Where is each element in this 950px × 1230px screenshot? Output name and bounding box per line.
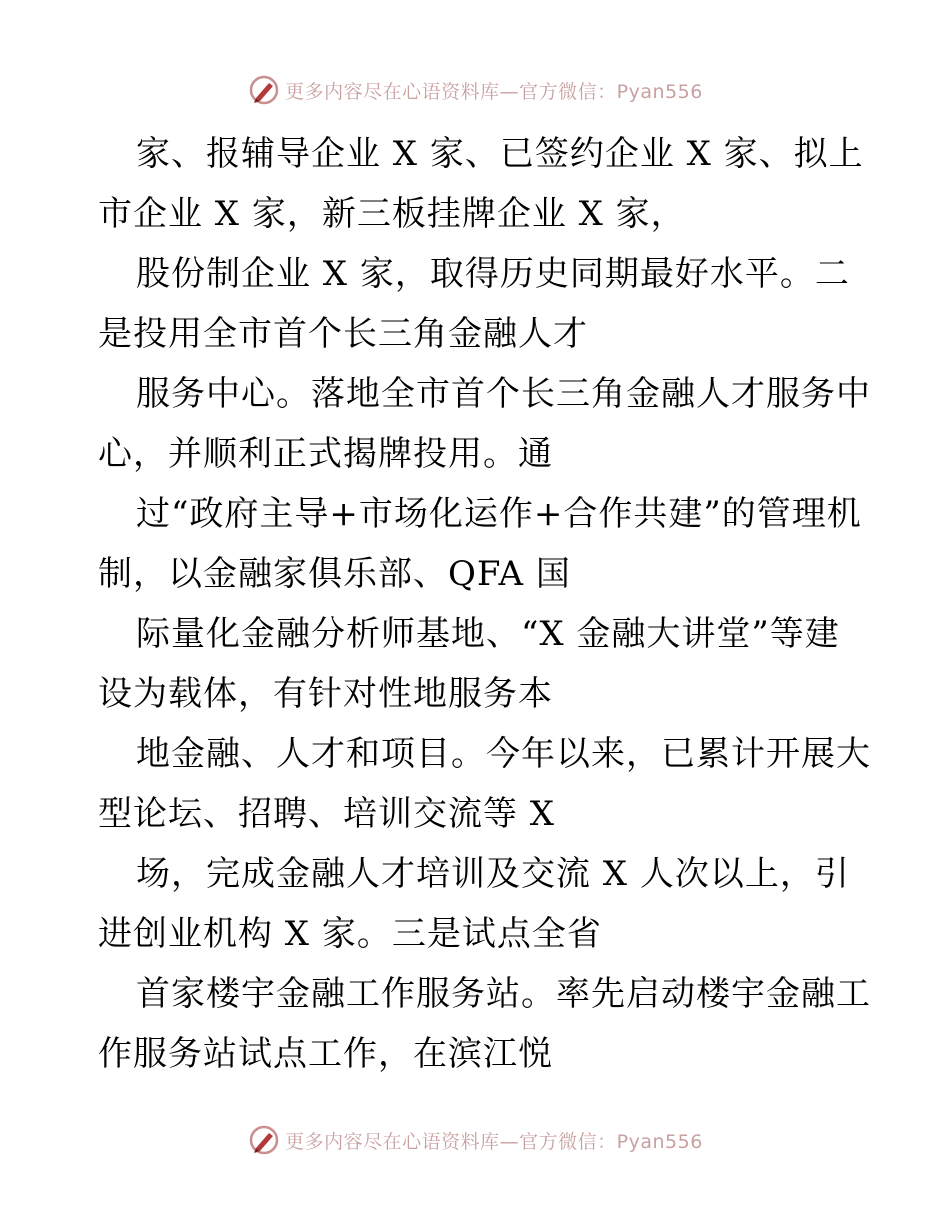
- body-line: 心，并顺利正式揭牌投用。通: [98, 434, 553, 474]
- footer-banner: [0, 1120, 950, 1160]
- document-body: [98, 124, 871, 1084]
- body-line: 制，以金融家俱乐部、QFA 国: [98, 554, 571, 594]
- body-line: 作服务站试点工作，在滨江悦: [98, 1034, 553, 1074]
- header-banner-text: 更多内容尽在心语资料库—官方微信：Pyan556: [285, 80, 703, 103]
- body-line: 型论坛、招聘、培训交流等 X: [98, 794, 556, 834]
- body-line: 家、报辅导企业 X 家、已签约企业 X 家、拟上: [136, 134, 864, 174]
- pen-logo-icon: [247, 1123, 281, 1157]
- body-line: 进创业机构 X 家。三是试点全省: [98, 914, 602, 954]
- footer-banner-text: 更多内容尽在心语资料库—官方微信：Pyan556: [285, 1130, 703, 1153]
- body-line: 地金融、人才和项目。今年以来，已累计开展大: [136, 734, 871, 774]
- body-line: 首家楼宇金融工作服务站。率先启动楼宇金融工: [136, 974, 871, 1014]
- body-line: 市企业 X 家，新三板挂牌企业 X 家，: [98, 194, 686, 234]
- body-line: 际量化金融分析师基地、“X 金融大讲堂”等建: [136, 614, 840, 654]
- body-line: 过“政府主导+市场化运作+合作共建”的管理机: [136, 494, 862, 534]
- header-banner: [0, 70, 950, 110]
- body-line: 服务中心。落地全市首个长三角金融人才服务中: [136, 374, 871, 414]
- body-line: 股份制企业 X 家，取得历史同期最好水平。二: [136, 254, 850, 294]
- body-line: 是投用全市首个长三角金融人才: [98, 314, 588, 354]
- body-line: 场，完成金融人才培训及交流 X 人次以上，引: [136, 854, 850, 894]
- pen-logo-icon: [247, 73, 281, 107]
- body-line: 设为载体，有针对性地服务本: [98, 674, 553, 714]
